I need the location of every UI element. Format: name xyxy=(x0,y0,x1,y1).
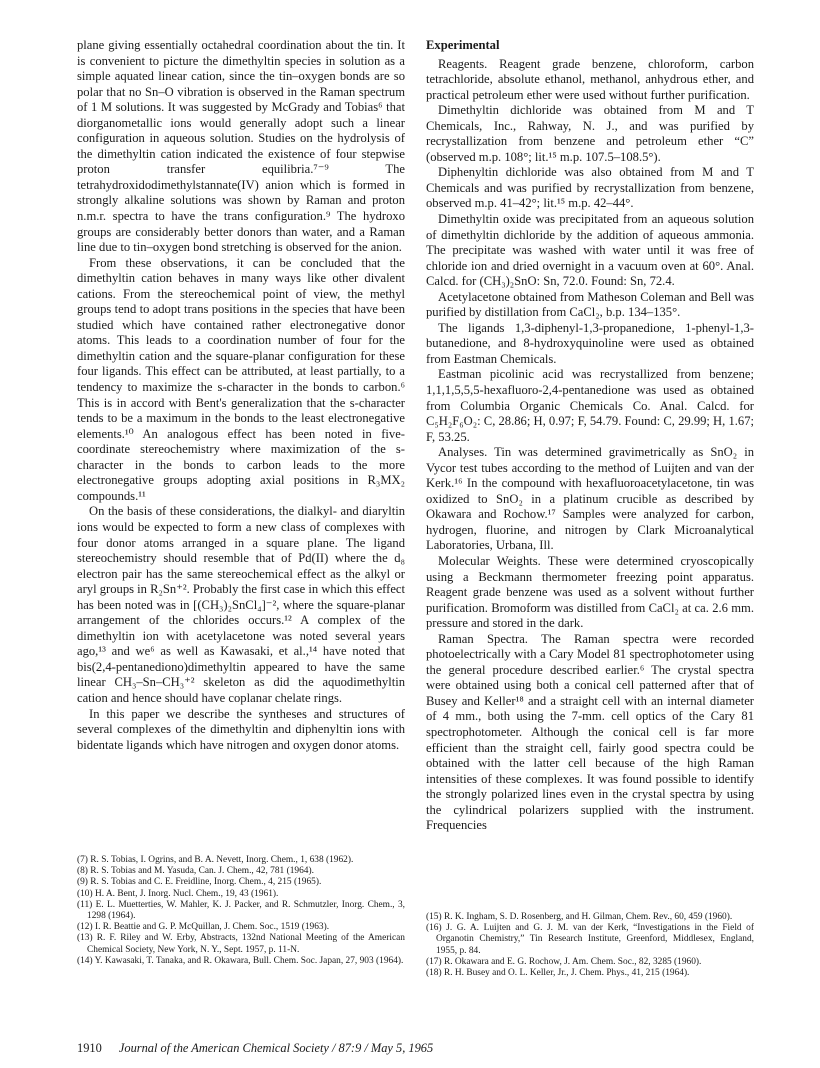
footnote: (12) I. R. Beattie and G. P. McQuillan, J. Chem. Soc., 1519 (1963). xyxy=(77,922,330,933)
left-column xyxy=(77,38,405,753)
paragraph: Acetylacetone obtained from Matheson Coleman and Bell was purified by distillation from CaCl₂, b.p. 134–135°. xyxy=(426,289,754,320)
paragraph: From these observations, it can be concluded that the dimethyltin cation behaves in many ways like other divalent cations. From the stereochemical point of view, the methyl groups tend to adopt trans positions in the species that have been studied which have contained rather electronegative donor atoms. This leads to a coordination number of four for the dimethyltin cation and the square-planar configuration for these four ligands. This effect can be attributed, at least partially, to a tendency to maximize the s-character in the bonds to carbon.⁶ This is in accord with Bent's generalization that the s-character tends to be a maximum in the bonds to the least electronegative elements.¹⁰ An analogous effect has been noted in five-coordinate stereochemistry where maximization of the s-character in the bonds to carbon leads to the more electronegative groups adopting axial positions in R₃MX₂ compounds.¹¹ xyxy=(77,255,405,503)
right-column xyxy=(426,38,754,834)
paragraph: Diphenyltin dichloride was also obtained from M and T Chemicals and was purified by recrystallization from benzene, observed m.p. 41–42°; lit.¹⁵ m.p. 42–44°. xyxy=(426,165,754,211)
footnote: (9) R. S. Tobias and C. E. Freidline, Inorg. Chem., 4, 215 (1965). xyxy=(77,877,322,888)
paragraph: Dimethyltin oxide was precipitated from an aqueous solution of dimethyltin dichloride by the addition of aqueous ammonia. The precipitate was washed with water until it was free of chloride ion and dried overnight in a vacuum oven at 60°. Anal. Calcd. for (CH₃)₂SnO: Sn, 72.0. Found: Sn, 72.4. xyxy=(426,211,754,289)
footnote: (13) R. F. Riley and W. Erby, Abstracts, 132nd National Meeting of the American Chemical Society, New York, N. Y., Sept. 1957, p. 11-N. xyxy=(77,933,405,955)
footnote: (15) R. K. Ingham, S. D. Rosenberg, and H. Gilman, Chem. Rev., 60, 459 (1960). xyxy=(426,912,733,922)
footnotes-right xyxy=(426,912,754,979)
paragraph: Eastman picolinic acid was recrystallized from benzene; 1,1,1,5,5,5-hexafluoro-2,4-pentanedione was used as obtained from Columbia Organic Chemicals Co. Anal. Calcd. for C₅H₂F₆O₂: C, 28.86; H, 0.97; F, 54.79. Found: C, 29.99; H, 1.67; F, 53.25. xyxy=(426,367,754,444)
paragraph: plane giving essentially octahedral coordination about the tin. It is convenient to picture the dimethyltin species in solution as a simple aquated linear cation, since the tin–oxygen bonds are so polar that no Sn–O vibration is observed in the Raman spectrum of 1 M solutions. It was suggested by McGrady and Tobias⁶ that diorganometallic ions would generally adopt such a linear configuration in aqueous solution. Studies on the hydrolysis of the dimethyltin cation indicated the existence of four stepwise proton transfer equilibria.⁷⁻⁹ The tetrahydroxidodimethylstannate(IV) anion which is formed in strongly alkaline solutions was shown by Raman and proton n.m.r. spectra to have the trans configuration.⁹ The hydroxo groups are considerably better donors than water, and a Raman line due to tin–oxygen bond stretching is observed for the anion. xyxy=(77,38,405,255)
footnote: (16) J. G. A. Luijten and G. J. M. van der Kerk, “Investigations in the Field of Organotin Chemistry,” Tin Research Institute, Greenford, Middlesex, England, 1955, p. 84. xyxy=(426,923,754,956)
paragraph: Analyses. Tin was determined gravimetrically as SnO₂ in Vycor test tubes according to the method of Luijten and van der Kerk.¹⁶ In the compound with hexafluoroacetylacetone, tin was oxidized to SnO₂ in a platinum crucible as described by Okawara and Rochow.¹⁷ Samples were analyzed for carbon, hydrogen, fluorine, and nitrogen by Clark Microanalytical Laboratories, Urbana, Ill. xyxy=(426,445,754,553)
paragraph: On the basis of these considerations, the dialkyl- and diaryltin ions would be expected to form a new class of complexes with four donor atoms arranged in a square plane. The ligand stereochemistry should resemble that of Pd(II) where the d₈ electron pair has the same stereochemical effect as the alkyl or aryl groups in R₂Sn⁺². Probably the first case in which this effect has been noted was in [(CH₃)₂SnCl₄]⁻², where the square-planar arrangement of the chlorides occurs.¹² A complex of the dimethyltin ion with acetylacetone was noted several years ago,¹³ and we⁶ as well as Kawasaki, et al.,¹⁴ have noted that bis(2,4-pentanediono)dimethyltin appeared to have the same linear CH₃–Sn–CH₃⁺² skeleton as did the aquodimethyltin cation and hence should have coplanar chelate rings. xyxy=(77,504,405,705)
footnote: (17) R. Okawara and E. G. Rochow, J. Am. Chem. Soc., 82, 3285 (1960). xyxy=(426,956,702,967)
footnote: (8) R. S. Tobias and M. Yasuda, Can. J. Chem., 42, 781 (1964). xyxy=(77,866,314,877)
paragraph: Dimethyltin dichloride was obtained from M and T Chemicals, Inc., Rahway, N. J., and was purified by recrystallization from benzene and petroleum ether “C” (observed m.p. 108°; lit.¹⁵ m.p. 107.5–108.5°). xyxy=(426,103,754,164)
page-footer xyxy=(77,1041,767,1056)
paragraph: Raman Spectra. The Raman spectra were recorded photoelectrically with a Cary Model 81 spectrophotometer using the general procedure described earlier.⁶ The crystal spectra were obtained using both a conical cell patterned after that of Busey and Keller¹⁸ and a straight cell with an internal diameter of 4 mm., both using the 7-mm. cell optics of the Cary 81 spectrophotometer. Although the conical cell is far more efficient than the straight cell, fairly good spectra could be obtained with the latter cell because of the high Raman intensities of these complexes. It was found possible to identify the strongly polarized lines even in the crystal spectra by using the cylindrical polarizers supplied with the instrument. Frequencies xyxy=(426,631,754,833)
paragraph: In this paper we describe the syntheses and structures of several complexes of the dimethyltin and diphenyltin ions with bidentate ligands which have nitrogen and oxygen donor atoms. xyxy=(77,706,405,752)
footnote: (10) H. A. Bent, J. Inorg. Nucl. Chem., 19, 43 (1961). xyxy=(77,888,279,899)
footnote: (18) R. H. Busey and O. L. Keller, Jr., J. Chem. Phys., 41, 215 (1964). xyxy=(426,968,690,979)
page-number: 1910 xyxy=(77,1041,102,1055)
paragraph: Molecular Weights. These were determined cryoscopically using a Beckmann thermometer freezing point apparatus. Reagent grade benzene was used as a solvent without further purification. Bromoform was distilled from CaCl₂ at ca. 2.6 mm. pressure and stored in the dark. xyxy=(426,554,754,631)
footnotes-left xyxy=(77,855,405,967)
footnote: (14) Y. Kawasaki, T. Tanaka, and R. Okawara, Bull. Chem. Soc. Japan, 27, 903 (1964). xyxy=(77,955,404,966)
paragraph: Reagents. Reagent grade benzene, chloroform, carbon tetrachloride, absolute ethanol, methanol, anhydrous ether, and practical petroleum ether were used without further purification. xyxy=(426,56,754,102)
section-heading: Experimental xyxy=(426,38,500,52)
journal-reference: Journal of the American Chemical Society / 87:9 / May 5, 1965 xyxy=(118,1041,434,1055)
footnote: (7) R. S. Tobias, I. Ogrins, and B. A. Nevett, Inorg. Chem., 1, 638 (1962). xyxy=(77,855,354,865)
paragraph: The ligands 1,3-diphenyl-1,3-propanedione, 1-phenyl-1,3-butanedione, and 8-hydroxyquinoline were used as obtained from Eastman Chemicals. xyxy=(426,320,754,366)
footnote: (11) E. L. Muetterties, W. Mahler, K. J. Packer, and R. Schmutzler, Inorg. Chem., 3, 1298 (1964). xyxy=(77,899,405,922)
